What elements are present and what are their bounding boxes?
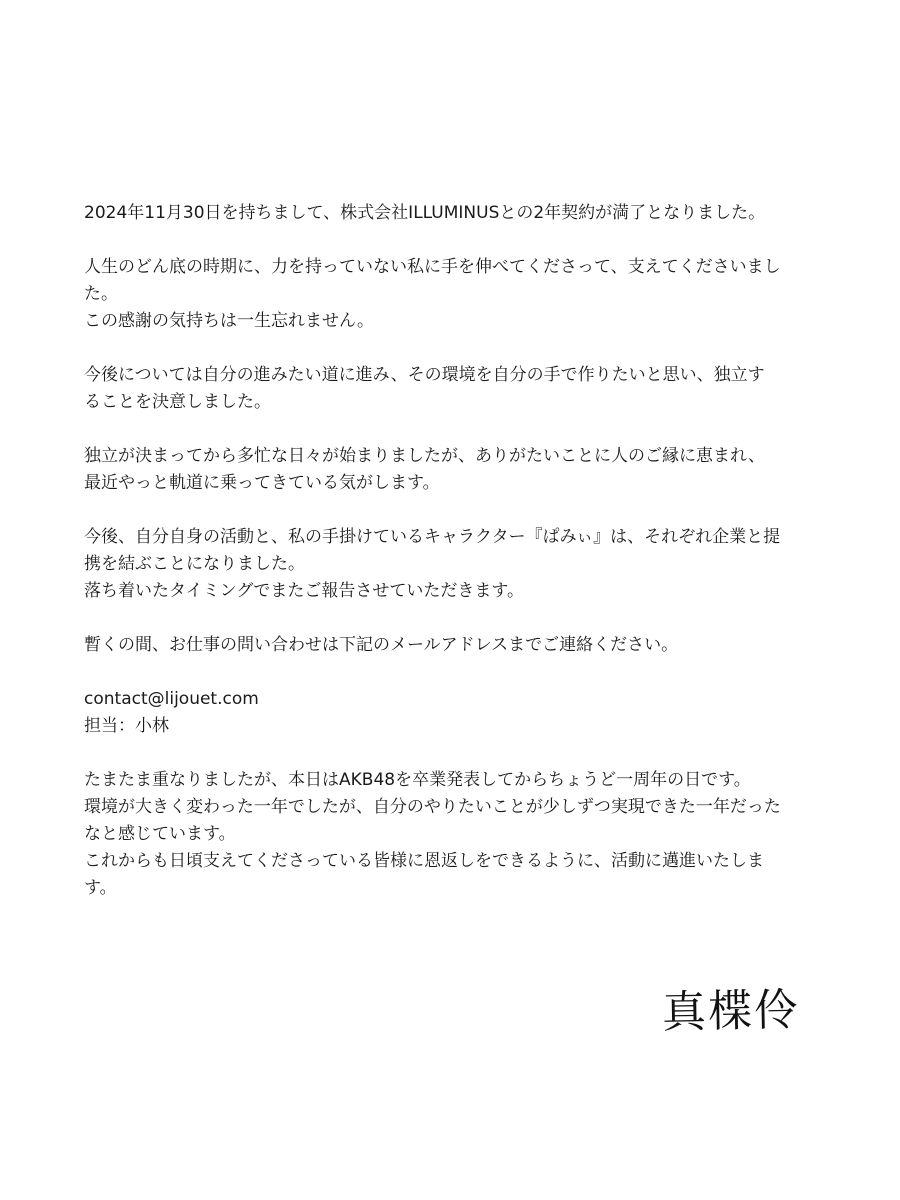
letter-body [84,200,824,902]
text-line: 暫くの間、お仕事の問い合わせは下記のメールアドレスまでご連絡ください。 [84,635,679,655]
text-line: 環境が大きく変わった一年でしたが、自分のやりたいことが少しずつ実現できた一年だった [84,797,781,817]
paragraph-independence [84,362,824,416]
text-line: 今後、自分自身の活動と、私の手掛けているキャラクター『ぱみぃ』は、それぞれ企業と提 [84,527,781,547]
text-line: なと感じています。 [84,824,236,844]
text-line: 落ち着いたタイミングでまたご報告させていただきます。 [84,581,524,601]
text-line: 人生のどん底の時期に、力を持っていない私に手を伸べてくださって、支えてくださいまし [84,257,781,277]
text-line: この感謝の気持ちは一生忘れません。 [84,311,375,331]
paragraph-busy-days [84,443,824,497]
text-line: 独立が決まってから多忙な日々が始まりましたが、ありがたいことに人のご縁に恵まれ、 [84,446,766,466]
handwritten-signature: 真楪伶 [661,984,801,1039]
paragraph-anniversary [84,767,824,902]
paragraph-contract-end [84,200,824,227]
text-line: ることを決意しました。 [84,392,271,412]
text-line: 最近やっと軌道に乗ってきている気がします。 [84,473,440,493]
paragraph-contact [84,686,824,740]
text-line: す。 [84,878,117,898]
text-line: これからも日頃支えてくださっている皆様に恩返しをできるように、活動に邁進いたしま [84,851,764,871]
paragraph-inquiries [84,632,824,659]
text-line: 2024年11月30日を持ちまして、株式会社ILLUMINUSとの2年契約が満了となりました。 [84,203,766,223]
contact-email: contact@lijouet.com [84,689,259,709]
paragraph-partnership [84,524,824,605]
text-line: た。 [84,284,118,304]
text-line: たまたま重なりましたが、本日はAKB48を卒業発表してからちょうど一周年の日です。 [84,770,751,790]
contact-person: 担当：小林 [84,716,169,736]
paragraph-gratitude [84,254,824,335]
text-line: 今後については自分の進みたい道に進み、その環境を自分の手で作りたいと思い、独立す [84,365,765,385]
text-line: 携を結ぶことになりました。 [84,554,305,574]
